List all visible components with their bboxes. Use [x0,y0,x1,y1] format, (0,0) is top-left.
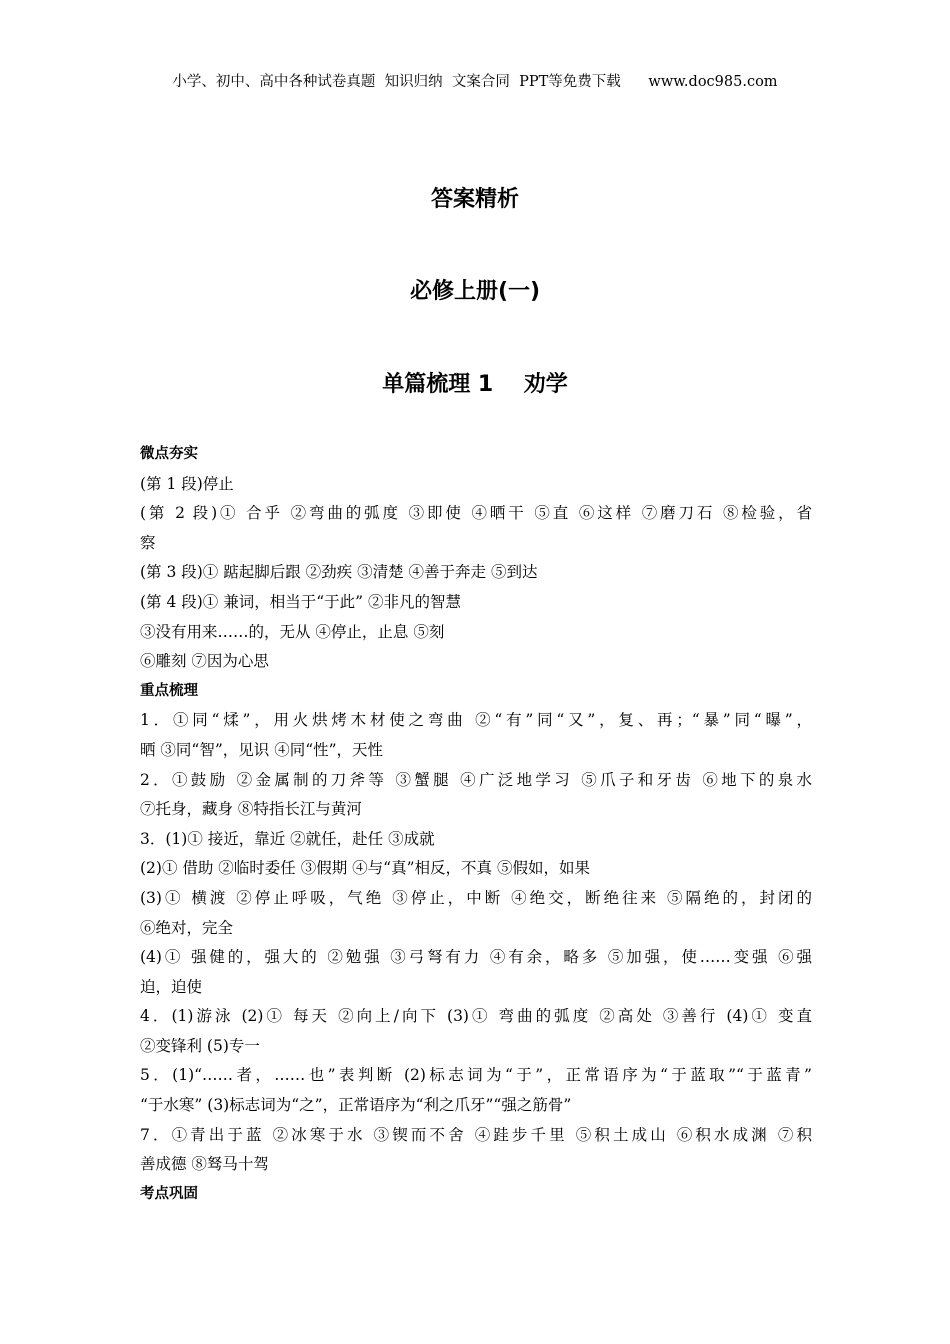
answer-line: (第 3 段)① 踮起脚后跟 ②劲疾 ③清楚 ④善于奔走 ⑤到达 [140,563,538,582]
answer-line: 察 [140,533,156,552]
answer-line: (3)① 横渡 ②停止呼吸，气绝 ③停止，中断 ④绝交，断绝往来 ⑤隔绝的，封闭的 [140,888,812,907]
answer-line: 7．①青出于蓝 ②冰寒于水 ③锲而不舍 ④跬步千里 ⑤积土成山 ⑥积水成渊 ⑦积 [140,1125,812,1144]
chapter-title: 单篇梳理 1 劝学 [382,372,568,397]
answer-line: 1．①同“煣”，用火烘烤木材使之弯曲 ②“有”同“又”，复、再；“暴”同“曝”， [140,711,812,730]
answer-line: ③没有用来……的，无从 ④停止，止息 ⑤刻 [140,622,445,641]
answer-line: 善成德 ⑧驽马十驾 [140,1155,269,1174]
answer-line: (4)① 强健的，强大的 ②勉强 ③弓弩有力 ④有余，略多 ⑤加强，使……变强 ⑥强 [140,948,812,967]
answer-line: ⑦托身，藏身 ⑧特指长江与黄河 [140,800,362,819]
answer-body [140,440,812,1209]
answer-line: 4．(1)游泳 (2)① 每天 ②向上/向下 (3)① 弯曲的弧度 ②高处 ③善行 (4)① 变直 [140,1007,812,1026]
section-title: 必修上册(一) [409,279,541,304]
page-header: 小学、初中、高中各种试卷真题 知识归纳 文案合同 PPT等免费下载 www.doc985.com [172,74,778,90]
answer-line: (第 2 段)① 合乎 ②弯曲的弧度 ③即使 ④晒干 ⑤直 ⑥这样 ⑦磨刀石 ⑧检验，省 [140,504,812,523]
answer-line: (2)① 借助 ②临时委任 ③假期 ④与“真”相反，不真 ⑤假如，如果 [140,859,590,878]
section-heading: 重点梳理 [140,682,198,699]
answer-line: 晒 ③同“智”，见识 ④同“性”，天性 [140,740,384,759]
document-title: 答案精析 [430,187,519,212]
answer-line: 3．(1)① 接近，靠近 ②就任，赴任 ③成就 [140,829,435,848]
answer-line: 迫，迫使 [140,977,203,996]
answer-line: “于水寒” (3)标志词为“之”，正常语序为“利之爪牙”“强之筋骨” [140,1096,572,1115]
answer-line: 2．①鼓励 ②金属制的刀斧等 ③蟹腿 ④广泛地学习 ⑤爪子和牙齿 ⑥地下的泉水 [140,770,812,789]
section-heading: 考点巩固 [140,1185,198,1202]
answer-line: ②变锋利 (5)专一 [140,1036,260,1055]
answer-line: (第 4 段)① 兼词，相当于“于此” ②非凡的智慧 [140,592,462,611]
answer-line: 5．(1)“……者，……也”表判断 (2)标志词为“于”，正常语序为“于蓝取”“于蓝青” [140,1066,812,1085]
answer-line: ⑥绝对，完全 [140,918,234,937]
answer-line: ⑥雕刻 ⑦因为心思 [140,652,269,671]
section-heading: 微点夯实 [140,446,198,462]
answer-line: (第 1 段)停止 [140,474,234,493]
